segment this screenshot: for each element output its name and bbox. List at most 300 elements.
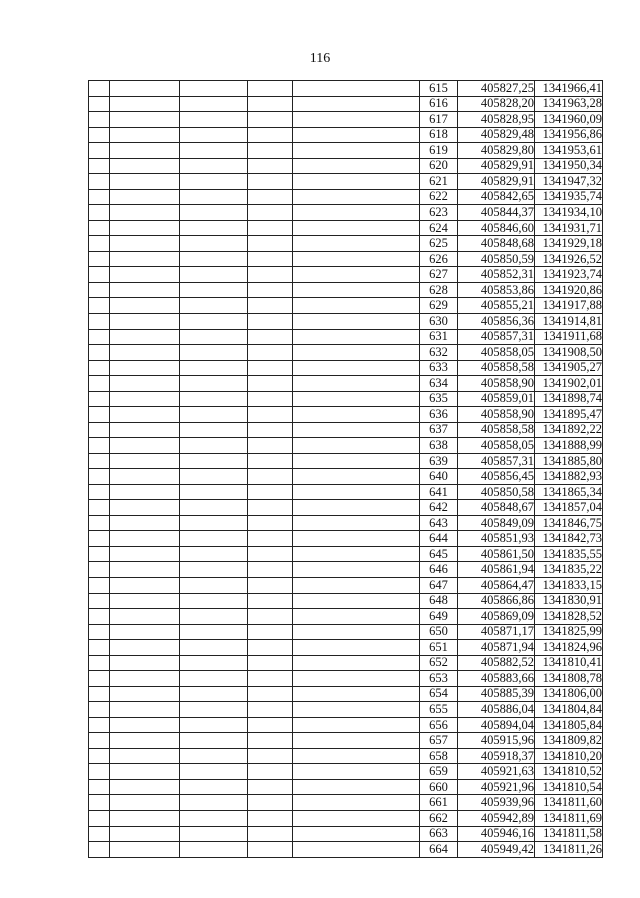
table-row: [89, 81, 603, 97]
x-coordinate-cell: 405858,05: [458, 345, 535, 361]
empty-cell: [180, 671, 248, 687]
empty-cell: [248, 236, 293, 252]
table-row: [89, 842, 603, 858]
empty-cell: [180, 313, 248, 329]
x-coordinate-cell: 405894,04: [458, 717, 535, 733]
empty-cell: [110, 96, 180, 112]
empty-cell: [180, 81, 248, 97]
empty-cell: [89, 764, 110, 780]
point-number-cell: 646: [420, 562, 458, 578]
table-row: [89, 143, 603, 159]
empty-cell: [180, 376, 248, 392]
empty-cell: [293, 345, 420, 361]
empty-cell: [180, 609, 248, 625]
point-number-cell: 634: [420, 376, 458, 392]
empty-cell: [293, 795, 420, 811]
point-number-cell: 641: [420, 484, 458, 500]
empty-cell: [180, 407, 248, 423]
empty-cell: [248, 717, 293, 733]
point-number-cell: 630: [420, 313, 458, 329]
empty-cell: [89, 484, 110, 500]
empty-cell: [89, 624, 110, 640]
table-row: [89, 578, 603, 594]
table-row: [89, 764, 603, 780]
empty-cell: [293, 531, 420, 547]
empty-cell: [180, 640, 248, 656]
empty-cell: [248, 267, 293, 283]
y-coordinate-cell: 1341833,15: [535, 578, 603, 594]
empty-cell: [89, 842, 110, 858]
table-row: [89, 282, 603, 298]
y-coordinate-cell: 1341825,99: [535, 624, 603, 640]
point-number-cell: 625: [420, 236, 458, 252]
empty-cell: [180, 143, 248, 159]
table-row: [89, 531, 603, 547]
y-coordinate-cell: 1341917,88: [535, 298, 603, 314]
empty-cell: [248, 143, 293, 159]
empty-cell: [89, 360, 110, 376]
empty-cell: [248, 251, 293, 267]
empty-cell: [248, 515, 293, 531]
empty-cell: [293, 469, 420, 485]
empty-cell: [248, 609, 293, 625]
x-coordinate-cell: 405851,93: [458, 531, 535, 547]
x-coordinate-cell: 405859,01: [458, 391, 535, 407]
point-number-cell: 632: [420, 345, 458, 361]
empty-cell: [248, 702, 293, 718]
coordinates-table: [88, 80, 603, 858]
empty-cell: [89, 220, 110, 236]
empty-cell: [110, 81, 180, 97]
y-coordinate-cell: 1341908,50: [535, 345, 603, 361]
empty-cell: [180, 174, 248, 190]
page-number: 116: [309, 51, 331, 66]
point-number-cell: 659: [420, 764, 458, 780]
x-coordinate-cell: 405855,21: [458, 298, 535, 314]
empty-cell: [180, 578, 248, 594]
table-row: [89, 174, 603, 190]
empty-cell: [248, 469, 293, 485]
point-number-cell: 640: [420, 469, 458, 485]
point-number-cell: 639: [420, 453, 458, 469]
point-number-cell: 642: [420, 500, 458, 516]
empty-cell: [89, 251, 110, 267]
empty-cell: [248, 484, 293, 500]
empty-cell: [89, 469, 110, 485]
table-row: [89, 391, 603, 407]
empty-cell: [110, 609, 180, 625]
empty-cell: [248, 779, 293, 795]
point-number-cell: 619: [420, 143, 458, 159]
empty-cell: [180, 717, 248, 733]
empty-cell: [293, 609, 420, 625]
y-coordinate-cell: 1341805,84: [535, 717, 603, 733]
empty-cell: [293, 624, 420, 640]
empty-cell: [180, 267, 248, 283]
empty-cell: [293, 112, 420, 128]
x-coordinate-cell: 405858,90: [458, 376, 535, 392]
empty-cell: [110, 810, 180, 826]
empty-cell: [293, 515, 420, 531]
empty-cell: [248, 96, 293, 112]
point-number-cell: 636: [420, 407, 458, 423]
empty-cell: [110, 143, 180, 159]
y-coordinate-cell: 1341926,52: [535, 251, 603, 267]
empty-cell: [180, 593, 248, 609]
empty-cell: [180, 779, 248, 795]
empty-cell: [110, 562, 180, 578]
y-coordinate-cell: 1341888,99: [535, 438, 603, 454]
x-coordinate-cell: 405827,25: [458, 81, 535, 97]
y-coordinate-cell: 1341828,52: [535, 609, 603, 625]
empty-cell: [110, 220, 180, 236]
point-number-cell: 635: [420, 391, 458, 407]
empty-cell: [293, 298, 420, 314]
empty-cell: [248, 531, 293, 547]
y-coordinate-cell: 1341846,75: [535, 515, 603, 531]
empty-cell: [180, 842, 248, 858]
y-coordinate-cell: 1341950,34: [535, 158, 603, 174]
empty-cell: [293, 329, 420, 345]
y-coordinate-cell: 1341895,47: [535, 407, 603, 423]
empty-cell: [293, 671, 420, 687]
y-coordinate-cell: 1341953,61: [535, 143, 603, 159]
empty-cell: [110, 251, 180, 267]
empty-cell: [180, 764, 248, 780]
empty-cell: [110, 624, 180, 640]
point-number-cell: 620: [420, 158, 458, 174]
empty-cell: [110, 546, 180, 562]
empty-cell: [293, 267, 420, 283]
empty-cell: [110, 267, 180, 283]
x-coordinate-cell: 405829,48: [458, 127, 535, 143]
y-coordinate-cell: 1341929,18: [535, 236, 603, 252]
table-row: [89, 655, 603, 671]
table-row: [89, 686, 603, 702]
y-coordinate-cell: 1341934,10: [535, 205, 603, 221]
x-coordinate-cell: 405882,52: [458, 655, 535, 671]
empty-cell: [110, 531, 180, 547]
empty-cell: [110, 360, 180, 376]
point-number-cell: 631: [420, 329, 458, 345]
empty-cell: [110, 515, 180, 531]
empty-cell: [110, 112, 180, 128]
empty-cell: [180, 251, 248, 267]
empty-cell: [180, 748, 248, 764]
y-coordinate-cell: 1341810,41: [535, 655, 603, 671]
x-coordinate-cell: 405858,90: [458, 407, 535, 423]
empty-cell: [89, 205, 110, 221]
x-coordinate-cell: 405828,20: [458, 96, 535, 112]
point-number-cell: 629: [420, 298, 458, 314]
empty-cell: [293, 764, 420, 780]
empty-cell: [180, 391, 248, 407]
empty-cell: [293, 686, 420, 702]
empty-cell: [89, 546, 110, 562]
empty-cell: [180, 96, 248, 112]
y-coordinate-cell: 1341960,09: [535, 112, 603, 128]
empty-cell: [180, 624, 248, 640]
table-row: [89, 733, 603, 749]
empty-cell: [110, 733, 180, 749]
empty-cell: [293, 717, 420, 733]
empty-cell: [180, 422, 248, 438]
empty-cell: [110, 671, 180, 687]
x-coordinate-cell: 405866,86: [458, 593, 535, 609]
empty-cell: [180, 360, 248, 376]
empty-cell: [89, 795, 110, 811]
empty-cell: [248, 282, 293, 298]
y-coordinate-cell: 1341811,69: [535, 810, 603, 826]
empty-cell: [110, 484, 180, 500]
empty-cell: [89, 717, 110, 733]
empty-cell: [180, 438, 248, 454]
empty-cell: [110, 205, 180, 221]
empty-cell: [89, 686, 110, 702]
empty-cell: [110, 686, 180, 702]
empty-cell: [293, 376, 420, 392]
table-row: [89, 298, 603, 314]
table-row: [89, 810, 603, 826]
y-coordinate-cell: 1341830,91: [535, 593, 603, 609]
empty-cell: [248, 298, 293, 314]
x-coordinate-cell: 405857,31: [458, 453, 535, 469]
empty-cell: [89, 748, 110, 764]
empty-cell: [180, 826, 248, 842]
empty-cell: [293, 748, 420, 764]
empty-cell: [89, 267, 110, 283]
empty-cell: [293, 484, 420, 500]
empty-cell: [248, 795, 293, 811]
point-number-cell: 643: [420, 515, 458, 531]
y-coordinate-cell: 1341911,68: [535, 329, 603, 345]
x-coordinate-cell: 405871,17: [458, 624, 535, 640]
empty-cell: [248, 764, 293, 780]
point-number-cell: 645: [420, 546, 458, 562]
empty-cell: [110, 422, 180, 438]
x-coordinate-cell: 405842,65: [458, 189, 535, 205]
empty-cell: [293, 593, 420, 609]
empty-cell: [248, 174, 293, 190]
empty-cell: [180, 702, 248, 718]
point-number-cell: 660: [420, 779, 458, 795]
empty-cell: [110, 795, 180, 811]
empty-cell: [180, 469, 248, 485]
y-coordinate-cell: 1341885,80: [535, 453, 603, 469]
x-coordinate-cell: 405829,91: [458, 158, 535, 174]
table-row: [89, 795, 603, 811]
x-coordinate-cell: 405848,68: [458, 236, 535, 252]
empty-cell: [180, 205, 248, 221]
table-row: [89, 158, 603, 174]
empty-cell: [180, 453, 248, 469]
empty-cell: [180, 733, 248, 749]
empty-cell: [248, 345, 293, 361]
empty-cell: [180, 345, 248, 361]
empty-cell: [293, 174, 420, 190]
empty-cell: [293, 826, 420, 842]
empty-cell: [110, 779, 180, 795]
y-coordinate-cell: 1341956,86: [535, 127, 603, 143]
empty-cell: [89, 562, 110, 578]
y-coordinate-cell: 1341810,52: [535, 764, 603, 780]
y-coordinate-cell: 1341931,71: [535, 220, 603, 236]
empty-cell: [180, 546, 248, 562]
empty-cell: [89, 578, 110, 594]
table-row: [89, 407, 603, 423]
table-row: [89, 360, 603, 376]
empty-cell: [89, 531, 110, 547]
empty-cell: [248, 593, 293, 609]
empty-cell: [293, 733, 420, 749]
empty-cell: [110, 407, 180, 423]
empty-cell: [110, 345, 180, 361]
empty-cell: [89, 609, 110, 625]
y-coordinate-cell: 1341811,26: [535, 842, 603, 858]
empty-cell: [89, 345, 110, 361]
point-number-cell: 615: [420, 81, 458, 97]
empty-cell: [110, 282, 180, 298]
point-number-cell: 647: [420, 578, 458, 594]
table-row: [89, 329, 603, 345]
y-coordinate-cell: 1341905,27: [535, 360, 603, 376]
empty-cell: [248, 562, 293, 578]
empty-cell: [293, 655, 420, 671]
point-number-cell: 618: [420, 127, 458, 143]
y-coordinate-cell: 1341902,01: [535, 376, 603, 392]
x-coordinate-cell: 405921,96: [458, 779, 535, 795]
x-coordinate-cell: 405915,96: [458, 733, 535, 749]
empty-cell: [248, 500, 293, 516]
empty-cell: [293, 205, 420, 221]
table-row: [89, 189, 603, 205]
empty-cell: [89, 422, 110, 438]
empty-cell: [248, 578, 293, 594]
empty-cell: [248, 842, 293, 858]
empty-cell: [293, 158, 420, 174]
empty-cell: [248, 810, 293, 826]
y-coordinate-cell: 1341882,93: [535, 469, 603, 485]
empty-cell: [110, 578, 180, 594]
empty-cell: [248, 205, 293, 221]
empty-cell: [293, 562, 420, 578]
x-coordinate-cell: 405864,47: [458, 578, 535, 594]
table-row: [89, 562, 603, 578]
table-row: [89, 671, 603, 687]
table-row: [89, 267, 603, 283]
empty-cell: [248, 422, 293, 438]
table-row: [89, 609, 603, 625]
empty-cell: [293, 438, 420, 454]
point-number-cell: 656: [420, 717, 458, 733]
empty-cell: [89, 127, 110, 143]
x-coordinate-cell: 405886,04: [458, 702, 535, 718]
empty-cell: [180, 127, 248, 143]
empty-cell: [110, 438, 180, 454]
point-number-cell: 662: [420, 810, 458, 826]
empty-cell: [180, 189, 248, 205]
empty-cell: [180, 795, 248, 811]
empty-cell: [293, 453, 420, 469]
empty-cell: [110, 748, 180, 764]
x-coordinate-cell: 405856,36: [458, 313, 535, 329]
x-coordinate-cell: 405850,58: [458, 484, 535, 500]
empty-cell: [248, 407, 293, 423]
empty-cell: [110, 640, 180, 656]
x-coordinate-cell: 405942,89: [458, 810, 535, 826]
table-row: [89, 826, 603, 842]
x-coordinate-cell: 405921,63: [458, 764, 535, 780]
y-coordinate-cell: 1341963,28: [535, 96, 603, 112]
x-coordinate-cell: 405857,31: [458, 329, 535, 345]
empty-cell: [248, 438, 293, 454]
empty-cell: [248, 826, 293, 842]
empty-cell: [89, 810, 110, 826]
empty-cell: [89, 826, 110, 842]
y-coordinate-cell: 1341835,55: [535, 546, 603, 562]
y-coordinate-cell: 1341947,32: [535, 174, 603, 190]
empty-cell: [248, 624, 293, 640]
point-number-cell: 649: [420, 609, 458, 625]
empty-cell: [180, 484, 248, 500]
x-coordinate-cell: 405856,45: [458, 469, 535, 485]
point-number-cell: 644: [420, 531, 458, 547]
empty-cell: [293, 251, 420, 267]
empty-cell: [248, 686, 293, 702]
empty-cell: [180, 158, 248, 174]
table-row: [89, 112, 603, 128]
y-coordinate-cell: 1341923,74: [535, 267, 603, 283]
empty-cell: [293, 189, 420, 205]
empty-cell: [293, 640, 420, 656]
x-coordinate-cell: 405848,67: [458, 500, 535, 516]
empty-cell: [248, 127, 293, 143]
empty-cell: [110, 189, 180, 205]
empty-cell: [248, 112, 293, 128]
empty-cell: [89, 438, 110, 454]
empty-cell: [110, 329, 180, 345]
table-row: [89, 313, 603, 329]
point-number-cell: 621: [420, 174, 458, 190]
empty-cell: [110, 702, 180, 718]
table-row: [89, 640, 603, 656]
empty-cell: [110, 717, 180, 733]
empty-cell: [89, 143, 110, 159]
point-number-cell: 664: [420, 842, 458, 858]
point-number-cell: 637: [420, 422, 458, 438]
empty-cell: [110, 842, 180, 858]
x-coordinate-cell: 405939,96: [458, 795, 535, 811]
point-number-cell: 626: [420, 251, 458, 267]
empty-cell: [248, 360, 293, 376]
empty-cell: [248, 546, 293, 562]
y-coordinate-cell: 1341806,00: [535, 686, 603, 702]
table-row: [89, 345, 603, 361]
y-coordinate-cell: 1341966,41: [535, 81, 603, 97]
empty-cell: [89, 593, 110, 609]
empty-cell: [89, 174, 110, 190]
x-coordinate-cell: 405869,09: [458, 609, 535, 625]
empty-cell: [89, 733, 110, 749]
table-row: [89, 236, 603, 252]
y-coordinate-cell: 1341857,04: [535, 500, 603, 516]
y-coordinate-cell: 1341808,78: [535, 671, 603, 687]
empty-cell: [248, 313, 293, 329]
table-row: [89, 127, 603, 143]
empty-cell: [248, 748, 293, 764]
empty-cell: [293, 96, 420, 112]
empty-cell: [89, 391, 110, 407]
